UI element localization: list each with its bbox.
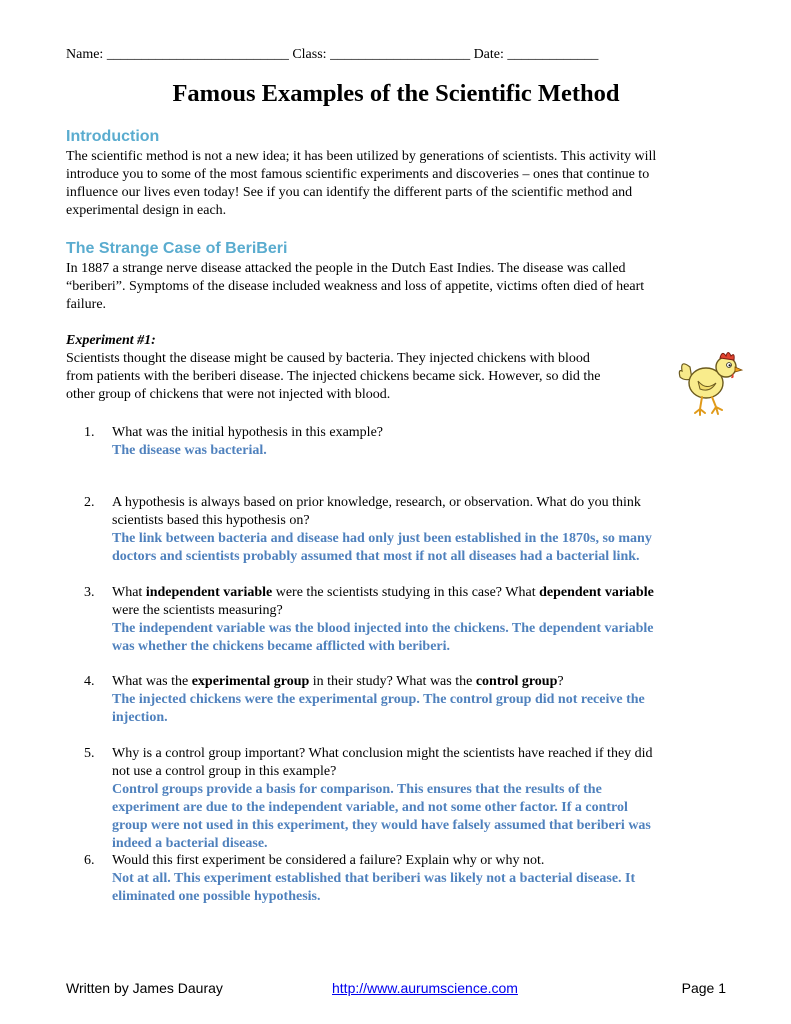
- answer-text: [112, 870, 726, 906]
- question-line: A hypothesis is always based on prior knowledge, research, or observation. What do you think: [112, 495, 641, 510]
- beriberi-paragraph: [66, 260, 644, 314]
- experiment-line: Scientists thought the disease might be caused by bacteria. They injected chickens with blood: [66, 351, 590, 366]
- name-label: Name:: [66, 47, 104, 62]
- page-title: Famous Examples of the Scientific Method: [172, 80, 620, 107]
- beriberi-line: In 1887 a strange nerve disease attacked the people in the Dutch East Indies. The disease was called: [66, 261, 626, 276]
- question-fragment: ?: [557, 674, 564, 689]
- question-line: [112, 673, 726, 691]
- answer-line: was whether the chickens became afflicted with beriberi.: [112, 639, 451, 654]
- answer-text: [112, 442, 726, 460]
- term-dependent-variable: dependent variable: [539, 585, 654, 600]
- answer-text: [112, 530, 726, 566]
- answer-line: injection.: [112, 710, 168, 725]
- question-line: Why is a control group important? What conclusion might the scientists have reached if they did: [112, 746, 653, 761]
- question-number: 4.: [84, 674, 95, 689]
- experiment-line: from patients with the beriberi disease. The injected chickens became sick. However, so did the: [66, 369, 601, 384]
- date-label: Date:: [473, 47, 504, 62]
- question-line: [112, 584, 726, 602]
- student-info-line: [66, 47, 598, 63]
- answer-text: [112, 781, 726, 853]
- question-text: [112, 584, 726, 620]
- answer-line: doctors and scientists probably assumed that most if not all diseases had a bacterial link.: [112, 549, 640, 564]
- answer-line: indeed a bacterial disease.: [112, 836, 268, 851]
- question-text: [112, 494, 726, 530]
- answer-line: The disease was bacterial.: [112, 443, 267, 458]
- intro-line: experimental design in each.: [66, 203, 227, 218]
- question-number: 3.: [84, 585, 95, 600]
- question-line: What was the initial hypothesis in this example?: [112, 425, 383, 440]
- footer-author: Written by James Dauray: [66, 980, 223, 996]
- term-experimental-group: experimental group: [191, 674, 310, 689]
- class-blank[interactable]: ____________________: [330, 47, 471, 62]
- answer-line: The injected chickens were the experimental group. The control group did not receive the: [112, 692, 645, 707]
- experiment-title: Experiment #1:: [66, 333, 156, 348]
- question-number: 1.: [84, 425, 95, 440]
- answer-line: Not at all. This experiment established that beriberi was likely not a bacterial disease. It: [112, 871, 636, 886]
- question-line: scientists based this hypothesis on?: [112, 513, 310, 528]
- intro-line: introduce you to some of the most famous scientific experiments and discoveries – ones that continue to: [66, 167, 650, 182]
- name-blank[interactable]: __________________________: [106, 47, 289, 62]
- question-number: 6.: [84, 853, 95, 868]
- question-text: [112, 673, 726, 691]
- question-text: [112, 852, 726, 870]
- term-independent-variable: independent variable: [145, 585, 273, 600]
- answer-line: group were not used in this experiment, they would have falsely assumed that beriberi was: [112, 818, 651, 833]
- answer-line: The link between bacteria and disease had only just been established in the 1870s, so many: [112, 531, 652, 546]
- footer-page-number: Page 1: [681, 980, 726, 996]
- question-number: 5.: [84, 746, 95, 761]
- answer-line: experiment are due to the independent variable, and not some other factor. If a control: [112, 800, 628, 815]
- answer-line: The independent variable was the blood injected into the chickens. The dependent variable: [112, 621, 654, 636]
- beriberi-heading: The Strange Case of BeriBeri: [66, 240, 288, 257]
- question-number: 2.: [84, 495, 95, 510]
- beriberi-line: failure.: [66, 297, 107, 312]
- question-line: not use a control group in this example?: [112, 764, 337, 779]
- question-fragment: What: [112, 585, 146, 600]
- intro-line: The scientific method is not a new idea; it has been utilized by generations of scientists. This activity will: [66, 149, 657, 164]
- question-fragment: What was the: [112, 674, 192, 689]
- question-text: [112, 424, 726, 442]
- experiment-paragraph: [66, 350, 601, 404]
- answer-text: [112, 691, 726, 727]
- answer-line: Control groups provide a basis for comparison. This ensures that the results of the: [112, 782, 602, 797]
- intro-line: influence our lives even today! See if you can identify the different parts of the scientific method and: [66, 185, 633, 200]
- question-line: were the scientists measuring?: [112, 603, 283, 618]
- question-line: Would this first experiment be considered a failure? Explain why or why not.: [112, 853, 545, 868]
- answer-line: eliminated one possible hypothesis.: [112, 889, 321, 904]
- answer-text: [112, 620, 726, 656]
- question-fragment: in their study? What was the: [309, 674, 476, 689]
- intro-paragraph: [66, 148, 656, 220]
- class-label: Class:: [292, 47, 327, 62]
- beriberi-line: “beriberi”. Symptoms of the disease included weakness and loss of appetite, victims often died of heart: [66, 279, 645, 294]
- intro-heading: Introduction: [66, 128, 160, 145]
- date-blank[interactable]: _____________: [507, 47, 599, 62]
- question-fragment: were the scientists studying in this case? What: [272, 585, 540, 600]
- chicken-icon: [676, 347, 746, 419]
- question-text: [112, 745, 726, 781]
- footer-website-link[interactable]: http://www.aurumscience.com: [332, 980, 518, 996]
- experiment-line: other group of chickens that were not injected with blood.: [66, 387, 391, 402]
- term-control-group: control group: [475, 674, 558, 689]
